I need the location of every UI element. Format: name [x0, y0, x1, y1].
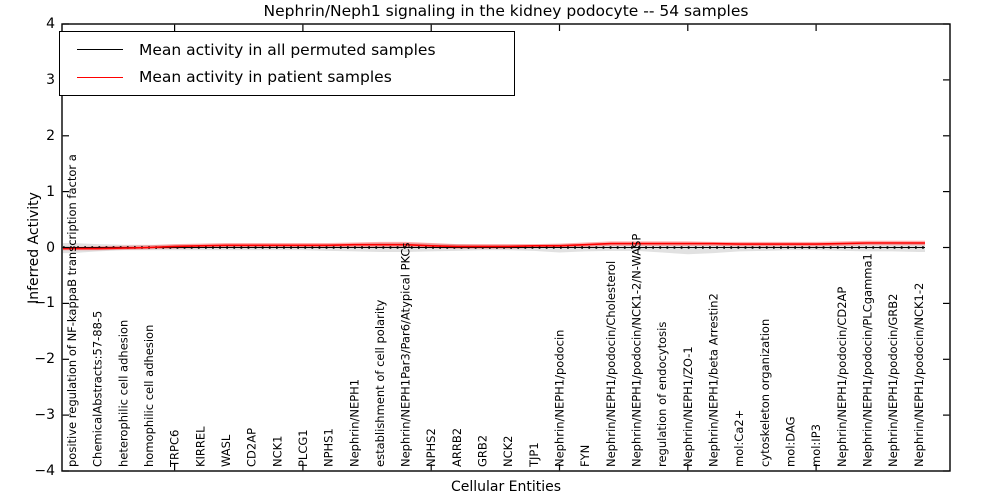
y-tick-label: 2 [46, 127, 55, 144]
x-tick-label: positive regulation of NF-kappaB transcription factor a [65, 154, 79, 467]
legend-entry-permuted [60, 37, 514, 63]
y-tick-label: 0 [46, 239, 55, 256]
x-tick-label: NPHS1 [321, 428, 336, 467]
x-axis-label: Cellular Entities [450, 479, 562, 495]
x-tick-label: Nephrin/NEPH1/podocin/Cholesterol [603, 260, 618, 467]
x-tick-label: mol:DAG [783, 416, 798, 467]
x-tick-label: Nephrin/NEPH1/podocin/CD2AP [834, 286, 849, 467]
legend-label: Mean activity in all permuted samples [139, 40, 436, 59]
x-tick-label: KIRREL [193, 426, 208, 467]
x-tick-label: cytoskeleton organization [757, 318, 772, 467]
x-tick-label: Nephrin/NEPH1/podocin/GRB2 [886, 293, 901, 467]
x-tick-label: ChemicalAbstracts:57-88-5 [90, 310, 105, 467]
x-tick-label: ARRB2 [449, 427, 464, 467]
x-tick-label: Nephrin/NEPH1Par3/Par6/Atypical PKCs [398, 242, 413, 467]
legend-line-sample-black [77, 49, 123, 50]
y-tick-label: 3 [46, 71, 55, 88]
x-tick-label: NCK1 [270, 435, 285, 467]
x-tick-label: mol:Ca2+ [732, 409, 747, 467]
x-tick-label: mol:IP3 [809, 424, 824, 467]
y-axis-label: Inferred Activity [26, 192, 42, 304]
legend-entry-patient [60, 64, 514, 90]
legend-line-sample-red [77, 77, 123, 78]
y-tick-label: 4 [46, 16, 55, 32]
x-tick-label: Nephrin/NEPH1/beta Arrestin2 [706, 293, 721, 467]
y-tick-label: −2 [34, 351, 55, 368]
y-tick-label: −1 [34, 295, 55, 312]
y-tick-label: 1 [46, 183, 55, 200]
x-tick-label: Nephrin/NEPH1/podocin/NCK1-2/N-WASP [629, 233, 644, 467]
x-tick-label: CD2AP [244, 427, 259, 467]
y-tick-label: −4 [34, 463, 55, 479]
x-tick-label: Nephrin/NEPH1/podocin [552, 329, 567, 467]
x-tick-label: homophilic cell adhesion [142, 324, 156, 467]
x-tick-label: Nephrin/NEPH1/podocin/NCK1-2 [911, 282, 926, 467]
y-tick-label: −3 [34, 407, 55, 424]
x-tick-label: PLCG1 [295, 429, 310, 467]
x-tick-label: heterophilic cell adhesion [116, 319, 131, 467]
x-tick-label: NCK2 [501, 435, 516, 467]
x-tick-label: TJP1 [526, 442, 541, 467]
x-tick-label: NPHS2 [424, 428, 439, 467]
x-tick-label: regulation of endocytosis [655, 321, 670, 467]
x-tick-label: GRB2 [475, 434, 490, 467]
x-tick-label: Nephrin/NEPH1/podocin/PLCgamma1 [860, 253, 875, 467]
chart-title: Nephrin/Neph1 signaling in the kidney podocyte -- 54 samples [263, 2, 749, 20]
x-tick-label: TRPC6 [167, 429, 182, 467]
x-tick-label: establishment of cell polarity [372, 299, 387, 467]
legend-label: Mean activity in patient samples [139, 68, 392, 87]
legend [59, 31, 515, 96]
x-tick-label: Nephrin/NEPH1 [347, 378, 362, 467]
x-tick-label: Nephrin/NEPH1/ZO-1 [680, 346, 695, 467]
x-tick-label: FYN [578, 444, 593, 467]
x-tick-label: WASL [219, 434, 233, 467]
